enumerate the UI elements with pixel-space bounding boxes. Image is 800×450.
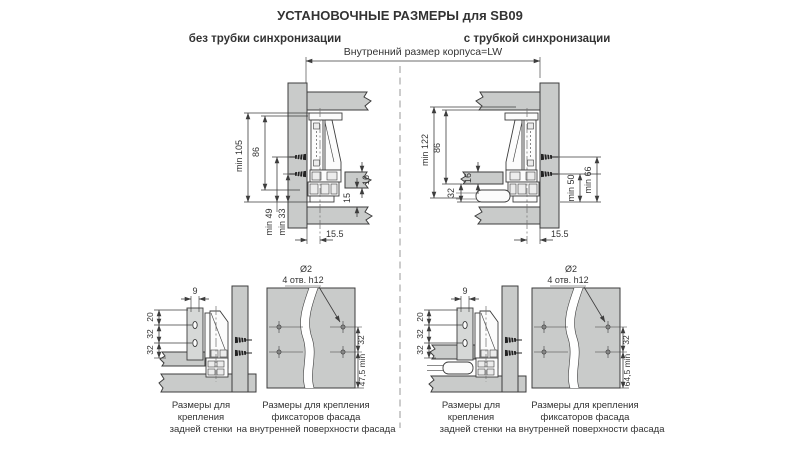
caption-line: фиксаторов фасада: [271, 412, 361, 423]
figure-facade-fixator-no-tube: [237, 264, 397, 435]
hole-diameter-label: Ø2: [299, 264, 313, 274]
dimension-label: 15.5: [551, 229, 569, 239]
dimension-min50: [558, 174, 601, 202]
dimension-cabinet-inner-width: [306, 46, 540, 84]
mounting-hole: [193, 339, 197, 346]
caption-line: Размеры для: [441, 400, 501, 411]
caption-line: крепления: [447, 412, 495, 423]
dimension-label: 9: [462, 286, 468, 296]
dimension-label: 86: [251, 146, 261, 158]
dimension-label: 86: [432, 142, 442, 154]
dimension-label: 32: [356, 335, 366, 345]
rear-wall-panel: [457, 308, 473, 360]
rear-wall-panel: [187, 308, 203, 360]
dimension-label: 47,5 min: [357, 353, 367, 387]
dimension-label: min 33: [277, 208, 287, 236]
cabinet-and-profile: [288, 83, 372, 244]
dimension-64-5-min: [620, 352, 632, 388]
figure-side-section-no-tube: [234, 83, 372, 244]
dimension-label: 32: [446, 187, 456, 199]
rear-bracket-profile: [205, 306, 228, 382]
dimension-label: 32: [145, 345, 155, 355]
caption-line: фиксаторов фасада: [540, 412, 630, 423]
dimension-32: [621, 327, 631, 352]
dimension-label: min 122: [420, 133, 430, 167]
figure-facade-fixator-with-tube: [506, 264, 666, 435]
subtitle-with-tube: с трубкой синхронизации: [463, 33, 611, 45]
hole-count-label: 4 отв. h12: [282, 275, 324, 285]
figure-side-section-with-tube: [420, 83, 601, 244]
dimension-label: 20: [415, 312, 425, 322]
dimension-label: 16: [463, 172, 473, 184]
dimension-label: min 49: [264, 208, 274, 236]
figure-caption: [170, 400, 233, 435]
dimension-label: 9: [192, 286, 198, 296]
dimension-label: 15: [342, 192, 352, 204]
mounting-hole: [463, 321, 467, 328]
caption-line: задней стенки: [169, 424, 233, 435]
dimension-label: 32: [145, 329, 155, 339]
dimension-label: Внутренний размер корпуса=LW: [343, 46, 503, 58]
dimension-47-5-min: [355, 352, 367, 388]
dimension-label: 32: [621, 335, 631, 345]
dimension-16: [361, 162, 371, 198]
figure-caption: [440, 400, 503, 435]
hole-count-label: 4 отв. h12: [547, 275, 589, 285]
caption-line: задней стенки: [439, 424, 503, 435]
mounting-hole: [193, 321, 197, 328]
dimension-15-5: [514, 228, 569, 244]
synchronization-tube: [443, 362, 473, 374]
dimension-chain-20-32-32: [145, 310, 192, 358]
dimension-label: 32: [415, 329, 425, 339]
dimension-label: 20: [145, 312, 155, 322]
caption-line: на внутренней поверхности фасада: [505, 424, 665, 435]
dimension-label: 15.5: [326, 229, 344, 239]
dimension-32: [356, 327, 366, 352]
figure-rear-wall-with-tube: [415, 286, 526, 435]
figure-rear-wall-no-tube: [145, 286, 256, 435]
rear-bracket-profile: [475, 306, 498, 382]
dimension-label: min 50: [566, 174, 576, 202]
hole-diameter-label: Ø2: [564, 264, 578, 274]
caption-line: крепления: [177, 412, 225, 423]
page-title: УСТАНОВОЧНЫЕ РАЗМЕРЫ для SB09: [277, 8, 523, 23]
dimension-15-5: [295, 228, 344, 244]
caption-line: Размеры для крепления: [262, 400, 370, 411]
subtitle-without-tube: без трубки синхронизации: [188, 33, 342, 45]
dimension-label: 32: [415, 345, 425, 355]
caption-line: Размеры для крепления: [531, 400, 639, 411]
dimension-label: 16: [361, 174, 371, 186]
figure-caption: [506, 400, 666, 435]
figure-caption: [237, 400, 397, 435]
dimension-label: min 66: [583, 166, 593, 194]
caption-line: на внутренней поверхности фасада: [236, 424, 396, 435]
caption-line: Размеры для: [171, 400, 231, 411]
dimension-label: min 105: [234, 139, 244, 173]
mounting-hole: [463, 339, 467, 346]
synchronization-tube: [476, 190, 510, 202]
dimension-min66: [558, 157, 601, 202]
dimension-label: 64,5 min: [622, 353, 632, 387]
